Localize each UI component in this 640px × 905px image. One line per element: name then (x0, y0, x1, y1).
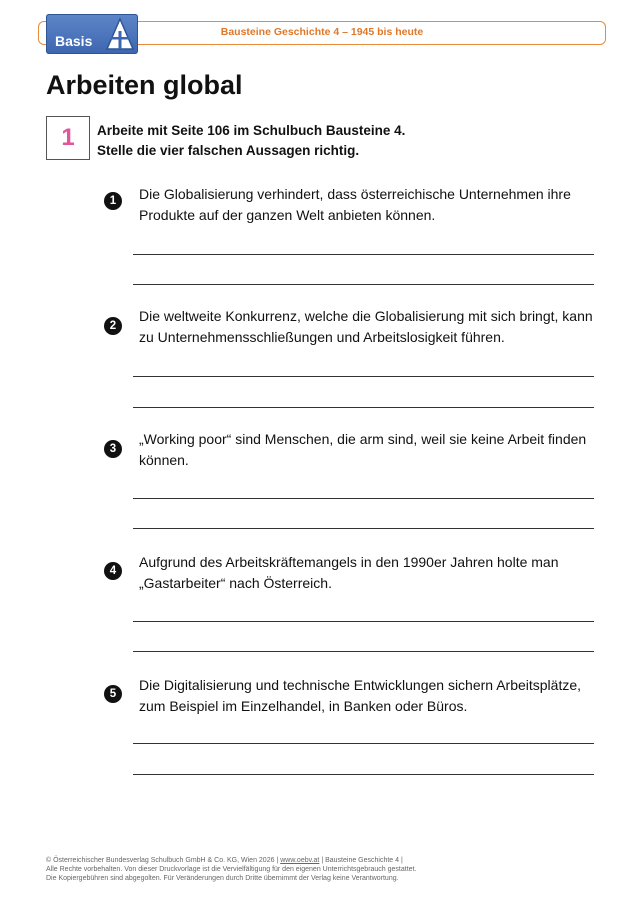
item-number-badge: 5 (104, 685, 122, 703)
statement-text: Die Digitalisierung und technische Entwicklungen sichern Arbeitsplätze, zum Beispiel im Einzelhandel, in Banken oder Büros. (139, 677, 582, 714)
answer-line[interactable] (133, 774, 594, 775)
item-number-badge: 4 (104, 562, 122, 580)
statement-text: Die Globalisierung verhindert, dass österreichische Unternehmen ihre Produkte auf der ganzen Welt anbieten können. (139, 186, 571, 223)
answer-line[interactable] (133, 621, 594, 622)
footer-copyright: © Österreichischer Bundesverlag Schulbuch GmbH & Co. KG, Wien 2026 | (46, 857, 279, 864)
answer-line[interactable] (133, 284, 594, 285)
basis-logo (46, 14, 138, 54)
instruction-line: Stelle die vier falschen Aussagen richtig. (97, 143, 360, 158)
answer-line[interactable] (133, 254, 594, 255)
statement-text: „Working poor“ sind Menschen, die arm sind, weil sie keine Arbeit finden können. (139, 431, 587, 468)
footer-series: | Bausteine Geschichte 4 | (321, 857, 403, 864)
item-number-badge: 3 (104, 440, 122, 458)
footer (46, 856, 416, 883)
answer-line[interactable] (133, 651, 594, 652)
item-number-badge: 1 (104, 192, 122, 210)
answer-line[interactable] (133, 743, 594, 744)
answer-line[interactable] (133, 407, 594, 408)
logo-text: Basis (55, 33, 93, 49)
footer-line-3: Die Kopiergebühren sind abgegolten. Für Veränderungen durch Dritte übernimmt der Verlag keine Verantwortung. (46, 875, 399, 882)
task-number-box: 1 (46, 116, 90, 160)
answer-line[interactable] (133, 376, 594, 377)
footer-line-1 (46, 856, 416, 865)
task-instructions (97, 121, 405, 161)
answer-line[interactable] (133, 528, 594, 529)
statement-text: Aufgrund des Arbeitskräftemangels in den 1990er Jahren holte man „Gastarbeiter“ nach Österreich. (139, 554, 559, 591)
page-title: Arbeiten global (46, 70, 243, 100)
answer-line[interactable] (133, 498, 594, 499)
instruction-line: Arbeite mit Seite 106 im Schulbuch Bausteine 4. (97, 123, 406, 138)
statement-text: Die weltweite Konkurrenz, welche die Globalisierung mit sich bringt, kann zu Unternehmensschließungen und Arbeitslosigkeit führen. (139, 308, 593, 345)
item-number-badge: 2 (104, 317, 122, 335)
footer-line-2: Alle Rechte vorbehalten. Von dieser Druckvorlage ist die Vervielfältigung für den eigenen Unterrichtsgebrauch gestattet. (46, 866, 417, 873)
header-title: Bausteine Geschichte 4 – 1945 bis heute (220, 26, 424, 38)
footer-link[interactable]: www.oebv.at (280, 857, 320, 864)
triangle-logo-icon (106, 17, 134, 51)
